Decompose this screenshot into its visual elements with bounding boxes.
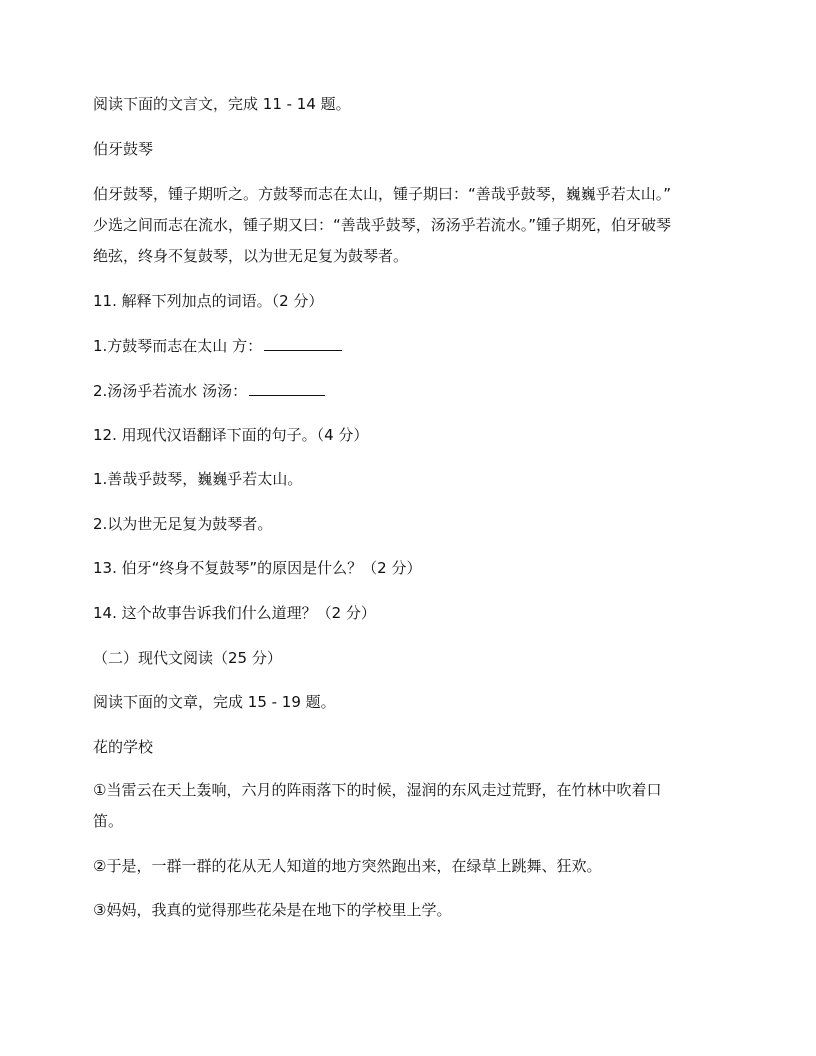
question-12-stem: 12. 用现代汉语翻译下面的句子。（4 分） [93,426,369,444]
instruction-modern: 阅读下面的文章，完成 15 - 19 题。 [93,693,336,711]
question-14: 14. 这个故事告诉我们什么道理？（2 分） [93,604,376,622]
question-12-item-2: 2.以为世无足复为鼓琴者。 [93,515,273,533]
paragraph-3: ③妈妈，我真的觉得那些花朵是在地下的学校里上学。 [93,901,452,919]
paragraph-2: ②于是，一群一群的花从无人知道的地方突然跑出来，在绿草上跳舞、狂欢。 [93,857,602,875]
question-11-item-1-text: 1.方鼓琴而志在太山 方： [93,337,263,355]
question-12-item-1: 1.善哉乎鼓琴，巍巍乎若太山。 [93,470,303,488]
modern-title: 花的学校 [93,738,154,756]
question-11-item-2 [93,381,325,401]
paragraph-1-line-1: ①当雷云在天上轰响，六月的阵雨落下的时候，湿润的东风走过荒野，在竹林中吹着口 [93,781,662,799]
instruction-classical: 阅读下面的文言文，完成 11 - 14 题。 [93,95,351,113]
classical-text-line-1: 伯牙鼓琴，锺子期听之。方鼓琴而志在太山，锺子期曰：“善哉乎鼓琴，巍巍乎若太山。” [93,185,672,203]
question-11-item-1 [93,336,342,356]
answer-blank-1[interactable] [264,336,342,351]
section-heading: （二）现代文阅读（25 分） [93,649,282,667]
classical-text-line-2: 少选之间而志在流水，锺子期又曰：“善哉乎鼓琴，汤汤乎若流水。”锺子期死，伯牙破琴 [93,216,672,234]
classical-title: 伯牙鼓琴 [93,140,154,158]
classical-text-line-3: 绝弦，终身不复鼓琴，以为世无足复为鼓琴者。 [93,247,409,265]
answer-blank-2[interactable] [249,381,325,396]
question-13: 13. 伯牙“终身不复鼓琴”的原因是什么？（2 分） [93,559,422,577]
question-11-item-2-text: 2.汤汤乎若流水 汤汤： [93,382,248,400]
question-11-stem: 11. 解释下列加点的词语。（2 分） [93,292,324,310]
paragraph-1-line-2: 笛。 [93,812,124,830]
